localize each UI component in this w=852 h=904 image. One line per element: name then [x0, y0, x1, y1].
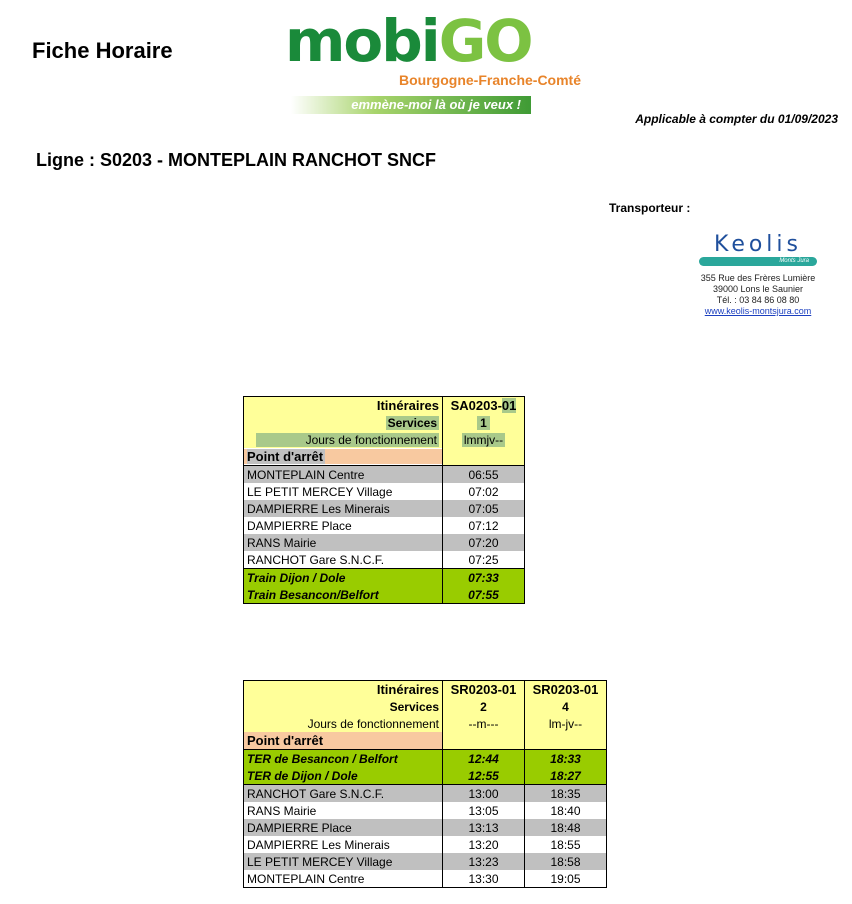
line-title: Ligne : S0203 - MONTEPLAIN RANCHOT SNCF — [36, 150, 437, 170]
stop-name: RANS Mairie — [244, 802, 443, 819]
point-arret-row — [244, 448, 525, 466]
stop-name: DAMPIERRE Les Minerais — [244, 500, 443, 517]
stop-name: DAMPIERRE Place — [244, 819, 443, 836]
keolis-address-line1: 355 Rue des Frères Lumière — [700, 273, 816, 283]
stop-name: LE PETIT MERCEY Village — [244, 483, 443, 500]
service-number — [443, 414, 525, 431]
table-row — [244, 853, 607, 870]
table-row — [244, 870, 607, 888]
applicable-date: Applicable à compter du 01/09/2023 — [635, 112, 838, 126]
table-row — [244, 569, 525, 587]
table-row — [244, 785, 607, 803]
keolis-website-link[interactable]: www.keolis-montsjura.com — [704, 306, 812, 316]
stop-name: TER de Besancon / Belfort — [244, 750, 443, 768]
stop-name: TER de Dijon / Dole — [244, 767, 443, 785]
table-row — [244, 500, 525, 517]
header-row-services — [244, 414, 525, 431]
table-row — [244, 586, 525, 604]
itineraires-label: Itinéraires — [244, 681, 443, 699]
service-number: 4 — [525, 698, 607, 715]
table-row — [244, 750, 607, 768]
table-row — [244, 534, 525, 551]
table-row — [244, 466, 525, 484]
itineraire-code-a: SA0203- — [450, 398, 502, 413]
services-label-text: Services — [387, 415, 437, 430]
departure-time: 07:12 — [443, 517, 525, 534]
logo-part2: GO — [438, 7, 532, 75]
keolis-logo: Keolis — [713, 232, 802, 257]
itineraires-label: Itinéraires — [244, 397, 443, 415]
table-row — [244, 517, 525, 534]
itineraire-code — [443, 397, 525, 415]
header-row-services — [244, 698, 607, 715]
departure-time: 18:40 — [525, 802, 607, 819]
departure-time: 12:44 — [443, 750, 525, 768]
table-body — [244, 466, 525, 604]
departure-time: 13:23 — [443, 853, 525, 870]
stop-name: DAMPIERRE Les Minerais — [244, 836, 443, 853]
table-row — [244, 819, 607, 836]
stop-name: LE PETIT MERCEY Village — [244, 853, 443, 870]
departure-time: 18:58 — [525, 853, 607, 870]
stop-name: DAMPIERRE Place — [244, 517, 443, 534]
itineraire-code: SR0203-01 — [443, 681, 525, 699]
point-arret-label: Point d'arrêt — [244, 732, 443, 750]
departure-time: 12:55 — [443, 767, 525, 785]
jours-label-text: Jours de fonctionnement — [256, 433, 439, 447]
header-row-jours — [244, 715, 607, 732]
stop-name: RANCHOT Gare S.N.C.F. — [244, 551, 443, 569]
departure-time: 06:55 — [443, 466, 525, 484]
departure-time: 18:33 — [525, 750, 607, 768]
keolis-phone: Tél. : 03 84 86 08 80 — [716, 295, 800, 305]
departure-time: 07:05 — [443, 500, 525, 517]
departure-time: 18:55 — [525, 836, 607, 853]
departure-time: 13:00 — [443, 785, 525, 803]
transporteur-label: Transporteur : — [609, 201, 691, 215]
jours-value: --m--- — [443, 715, 525, 732]
stop-name: RANCHOT Gare S.N.C.F. — [244, 785, 443, 803]
keolis-address-line2: 39000 Lons le Saunier — [712, 284, 804, 294]
header-row-itineraires — [244, 397, 525, 415]
services-label: Services — [244, 698, 443, 715]
departure-time: 18:35 — [525, 785, 607, 803]
keolis-block — [678, 232, 838, 316]
jours-value-text: lmmjv-- — [463, 432, 504, 447]
departure-time: 13:30 — [443, 870, 525, 888]
departure-time: 07:55 — [443, 586, 525, 604]
departure-time: 13:05 — [443, 802, 525, 819]
logo-region: Bourgogne-Franche-Comté — [399, 72, 581, 88]
departure-time: 18:27 — [525, 767, 607, 785]
departure-time: 19:05 — [525, 870, 607, 888]
departure-time: 07:25 — [443, 551, 525, 569]
logo-slogan: emmène-moi là où je veux ! — [291, 96, 531, 114]
point-arret-spacer — [443, 732, 525, 750]
stop-name: MONTEPLAIN Centre — [244, 466, 443, 484]
mobigo-logo — [285, 7, 585, 116]
services-label — [244, 414, 443, 431]
itineraire-code: SR0203-01 — [525, 681, 607, 699]
jours-label: Jours de fonctionnement — [244, 715, 443, 732]
table-row — [244, 802, 607, 819]
point-arret-label — [244, 448, 443, 466]
header-row-itineraires — [244, 681, 607, 699]
departure-time: 13:20 — [443, 836, 525, 853]
service-number: 2 — [443, 698, 525, 715]
logo-wordmark — [285, 7, 532, 75]
stop-name: MONTEPLAIN Centre — [244, 870, 443, 888]
stop-name: Train Dijon / Dole — [244, 569, 443, 587]
departure-time: 07:33 — [443, 569, 525, 587]
point-arret-spacer — [443, 448, 525, 466]
jours-label — [244, 431, 443, 448]
table-body — [244, 750, 607, 888]
schedule-table-aller — [243, 396, 525, 604]
table-row — [244, 836, 607, 853]
service-number-text: 1 — [477, 416, 490, 430]
logo-part1: mobi — [285, 7, 439, 75]
page-title: Fiche Horaire — [32, 38, 173, 63]
departure-time: 13:13 — [443, 819, 525, 836]
stop-name: Train Besancon/Belfort — [244, 586, 443, 604]
schedule-table-retour — [243, 680, 607, 888]
departure-time: 07:02 — [443, 483, 525, 500]
itineraire-code-b: 01 — [501, 398, 517, 413]
departure-time: 07:20 — [443, 534, 525, 551]
jours-value — [443, 431, 525, 448]
point-arret-row — [244, 732, 607, 750]
point-arret-text: Point d'arrêt — [247, 449, 324, 464]
keolis-tagline: Monts Jura — [699, 257, 817, 266]
stop-name: RANS Mairie — [244, 534, 443, 551]
table-row — [244, 483, 525, 500]
table-row — [244, 551, 525, 569]
point-arret-spacer — [525, 732, 607, 750]
header-row-jours — [244, 431, 525, 448]
jours-value: lm-jv-- — [525, 715, 607, 732]
departure-time: 18:48 — [525, 819, 607, 836]
table-row — [244, 767, 607, 785]
